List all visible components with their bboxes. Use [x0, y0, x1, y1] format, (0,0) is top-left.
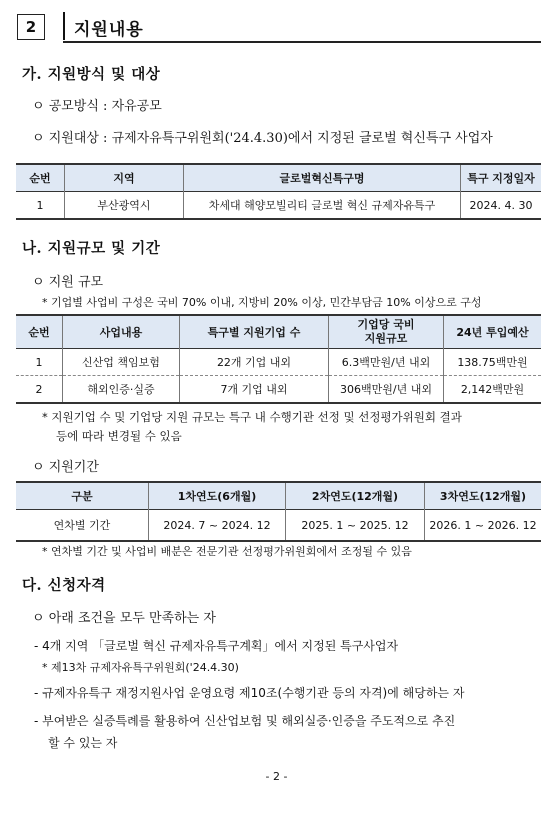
bullet-scale: ㅇ 지원 규모: [32, 275, 104, 290]
heading-part-a: 가. 지원방식 및 대상: [22, 66, 161, 83]
table-cell: 2: [35, 382, 43, 396]
table-cell: 차세대 해양모빌리티 글로벌 혁신 규제자유특구: [184, 192, 461, 220]
condition-item-cont: 할 수 있는 자: [48, 736, 118, 750]
col-header: 2차연도(12개월): [286, 482, 425, 510]
col-header: 특구 지정일자: [461, 164, 542, 192]
table-cell: 해외인증·실증: [63, 376, 180, 404]
bullet-conditions: ㅇ 아래 조건을 모두 만족하는 자: [32, 611, 216, 626]
table-row: [16, 349, 541, 376]
table-row: [16, 192, 541, 220]
col-header: 1차연도(6개월): [149, 482, 286, 510]
table-cell: 1: [16, 349, 63, 376]
table-cell: 2025. 1 ~ 2025. 12: [286, 510, 425, 542]
bullet-target: ㅇ 지원대상 : 규제자유특구위원회('24.4.30)에서 지정된 글로벌 혁신특구 사업자: [32, 131, 493, 146]
section-divider: [63, 12, 65, 40]
heading-part-b: 나. 지원규모 및 기간: [22, 240, 161, 257]
condition-note: * 제13차 규제자유특구위원회('24.4.30): [42, 661, 239, 674]
col-header: 지역: [65, 164, 184, 192]
table-cell: 22개 기업 내외: [180, 349, 329, 376]
col-header: 24년 투입예산: [444, 315, 542, 349]
table-header-row: [16, 482, 541, 510]
table-cell: 2024. 4. 30: [461, 192, 542, 220]
table-cell: 신산업 책임보험: [63, 349, 180, 376]
section-title: 지원내용: [74, 20, 144, 40]
note-cost-structure: * 기업별 사업비 구성은 국비 70% 이내, 지방비 20% 이상, 민간부담금 10% 이상으로 구성: [42, 296, 482, 309]
section-number-box: [17, 14, 45, 40]
col-header: 순번: [16, 315, 63, 349]
note-subject-to-change-cont: 등에 따라 변경될 수 있음: [56, 429, 182, 443]
table-cell: 2026. 1 ~ 2026. 12: [425, 510, 542, 542]
table-header-row: [16, 164, 541, 192]
condition-item: - 4개 지역 「글로벌 혁신 규제자유특구계획」에서 지정된 특구사업자: [34, 639, 399, 653]
col-header: 특구별 지원기업 수: [180, 315, 329, 349]
table-cell: 부산광역시: [65, 192, 184, 220]
condition-item: - 규제자유특구 재정지원사업 운영요령 제10조(수행기관 등의 자격)에 해당하는 자: [34, 686, 465, 700]
table-cell: 1: [36, 198, 44, 212]
condition-item: - 부여받은 실증특례를 활용하여 신산업보험 및 해외실증·인증을 주도적으로 추진: [34, 714, 456, 728]
table-cell: 6.3백만원/년 내외: [329, 349, 444, 376]
table-support-scale: [16, 314, 541, 404]
page-number: - 2 -: [265, 770, 288, 783]
table-cell: 138.75백만원: [444, 349, 542, 376]
table-cell: 2024. 7 ~ 2024. 12: [149, 510, 286, 542]
table-designated-zone: [16, 163, 541, 220]
section-underline: [63, 41, 541, 43]
col-header: 기업당 국비 지원규모: [329, 315, 444, 349]
bullet-period: ㅇ 지원기간: [32, 460, 99, 475]
table-cell: 7개 기업 내외: [180, 376, 329, 404]
col-header: 사업내용: [63, 315, 180, 349]
section-number: 2: [25, 18, 37, 36]
col-header: 3차연도(12개월): [425, 482, 542, 510]
col-header: 글로벌혁신특구명: [184, 164, 461, 192]
table-row: [16, 376, 541, 404]
note-period-adjust: * 연차별 기간 및 사업비 배분은 전문기관 선정평가위원회에서 조정될 수 있음: [42, 545, 412, 558]
bullet-method: ㅇ 공모방식 : 자유공모: [32, 99, 162, 114]
table-cell: 2,142백만원: [444, 376, 542, 404]
table-cell: 연차별 기간: [53, 519, 111, 532]
table-cell: 306백만원/년 내외: [329, 376, 444, 404]
table-support-period: [16, 481, 541, 542]
col-header: 구분: [16, 482, 149, 510]
table-row: [16, 510, 541, 542]
note-subject-to-change: * 지원기업 수 및 기업당 지원 규모는 특구 내 수행기관 선정 및 선정평가위원회 결과: [42, 410, 462, 424]
col-header: 순번: [16, 164, 65, 192]
table-header-row: [16, 315, 541, 349]
heading-part-c: 다. 신청자격: [22, 577, 106, 594]
